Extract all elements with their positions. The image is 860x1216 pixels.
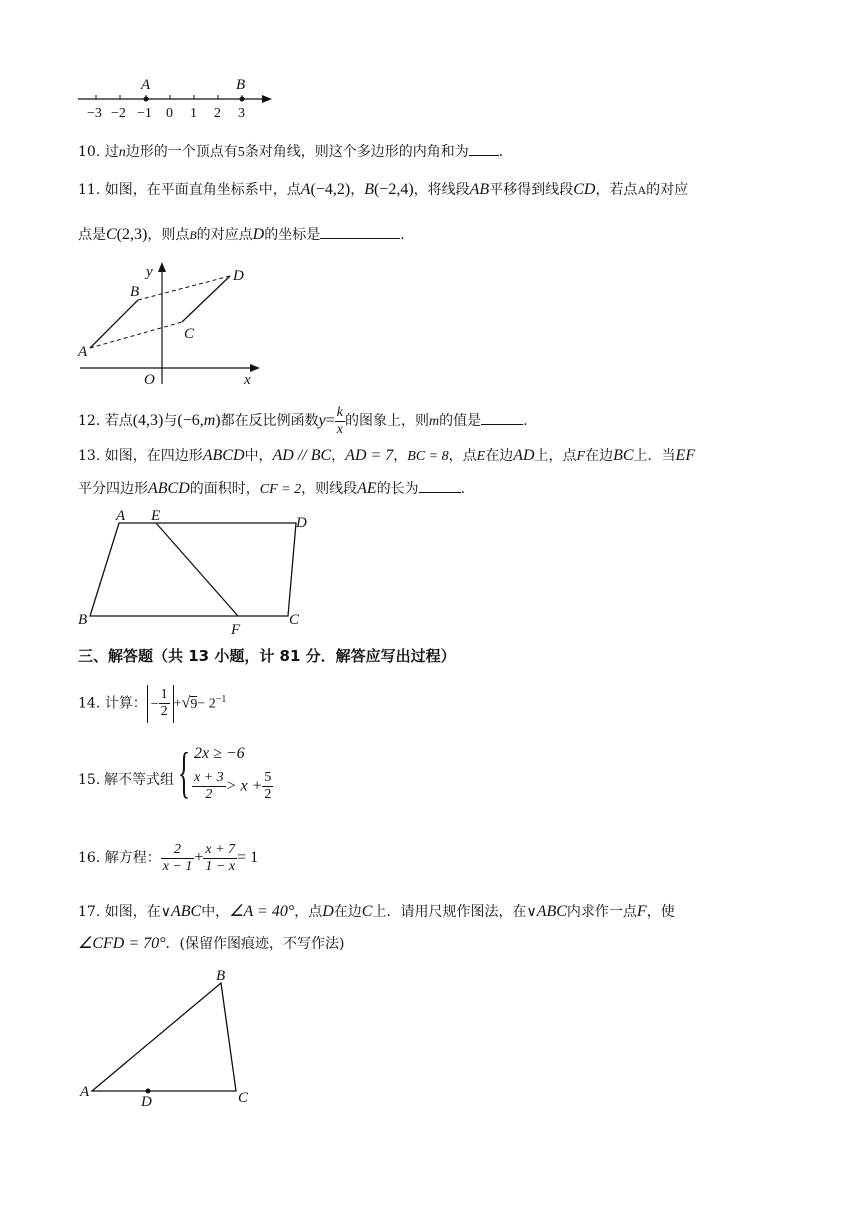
sqrt-sign: √	[181, 694, 191, 712]
question-11-line-2: 点是C(2,3)，则点B的对应点D的坐标是 .	[78, 226, 405, 243]
origin-label: O	[144, 372, 155, 388]
point-b-label: B	[236, 77, 246, 93]
question-14: 14. 计算： − $\frac{1}{2}$ $+√9- 2^{-1}$	[78, 680, 226, 720]
question-13-line-2: 平分四边形ABCD的面积时，CF = 2，则线段AE的长为 .	[78, 480, 466, 497]
tick-label: 2	[214, 106, 221, 121]
question-12: 12. 若点(4,3)与(−6,m)都在反比例函数y= $\frac{k}{x}$ 的图象上，则m的值是 .	[78, 404, 528, 437]
quadrilateral-figure-13	[76, 504, 326, 639]
point-c-label: C	[184, 326, 195, 342]
question-17-line-2: ∠CFD = 70°．(保留作图痕迹，不写作法)	[78, 935, 345, 952]
system-brace: {	[178, 742, 191, 804]
point-d-label: D	[141, 1094, 152, 1110]
tick-label: −3	[87, 106, 102, 121]
fraction-k-over-x: $\frac{k}{x}$	[336, 404, 343, 437]
point-d-label: D	[296, 515, 307, 531]
point-a-label: A	[116, 508, 126, 524]
point-a-label: A	[141, 77, 151, 93]
tick-label: 1	[190, 106, 197, 121]
question-17-line-1: 17. 如图，在∨ABC中，∠A = 40°，点D在边C上．请用尺规作图法，在∨ABC内求作一点F，使	[78, 903, 675, 920]
point-e-label: E	[151, 508, 161, 524]
point-b-label: B	[78, 612, 88, 628]
point-a-label: A	[78, 344, 88, 360]
point-c-label: C	[238, 1090, 249, 1106]
fraction-1: $\frac{2}{x - 1}$	[162, 841, 193, 874]
absolute-value: − $\frac{1}{2}$	[147, 685, 174, 723]
answer-blank	[481, 410, 523, 425]
question-16: 16. 解方程： $\frac{2}{x - 1}$ + $\frac{x + 7}{1 - x}$ = 1	[78, 841, 259, 874]
tick-label: 3	[238, 106, 245, 121]
section-3-heading: 三、解答题（共 13 小题，计 81 分．解答应写出过程）	[78, 647, 456, 665]
fraction: $\frac{1}{2}$	[160, 687, 168, 720]
tick-label: −2	[111, 106, 126, 121]
triangle-figure-17	[76, 966, 266, 1111]
y-axis-label: y	[146, 264, 153, 280]
tick-label: 0	[166, 106, 173, 121]
point-a-label: A	[80, 1084, 90, 1100]
point-b-label: B	[130, 284, 140, 300]
question-13-line-1: 13. 如图，在四边形ABCD中，AD // BC，AD = 7，BC = 8，点E在边AD上，点F在边BC上．当EF	[78, 447, 696, 464]
question-11-line-1: 11. 如图，在平面直角坐标系中，点A(−4,2)，B(−2,4)，将线段AB平移得到线段CD，若点A的对应	[78, 181, 689, 198]
coordinate-figure-11	[76, 256, 276, 391]
point-b-label: B	[216, 968, 226, 984]
tick-label: −1	[137, 106, 152, 121]
number-line-figure	[76, 74, 276, 124]
fraction-2: $\frac{x + 7}{1 - x}$	[205, 841, 236, 874]
point-d-label: D	[233, 268, 244, 284]
answer-blank	[469, 141, 499, 156]
inequality-2: $\frac{x + 3}{2}$ > x + $\frac{5}{2}$	[194, 770, 272, 802]
point-c-label: C	[289, 612, 300, 628]
answer-blank	[320, 224, 400, 239]
point-f-label: F	[231, 622, 241, 638]
x-axis-label: x	[244, 372, 251, 388]
answer-blank	[419, 478, 461, 493]
question-10: 10. 过n边形的一个顶点有5条对角线，则这个多边形的内角和为 .	[78, 141, 503, 163]
